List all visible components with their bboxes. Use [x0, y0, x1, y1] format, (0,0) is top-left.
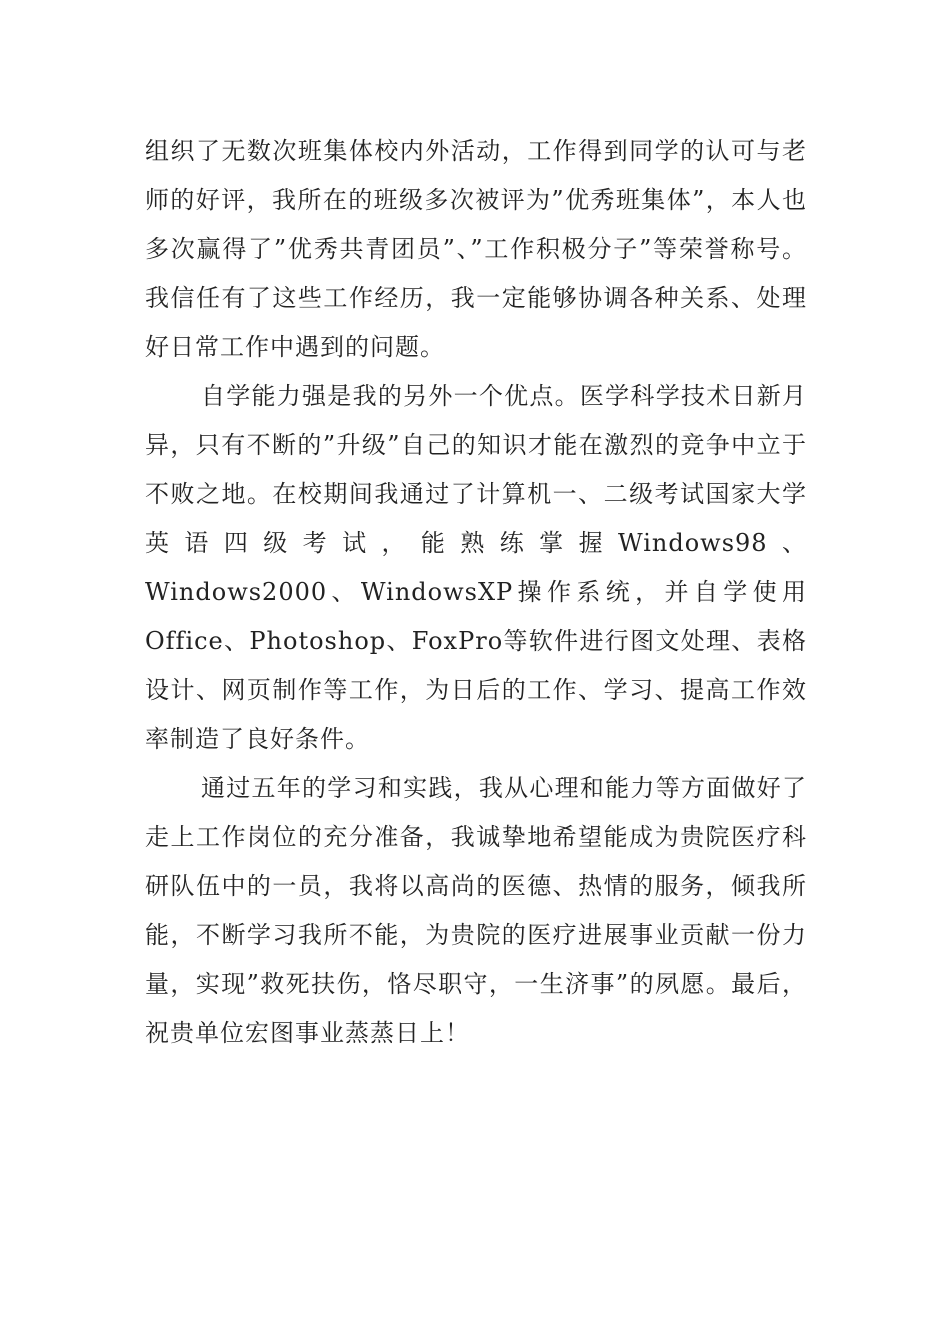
letter-body [145, 127, 807, 1058]
paragraph-activities: 组织了无数次班集体校内外活动，工作得到同学的认可与老师的好评，我所在的班级多次被评为”优秀班集体”，本人也多次赢得了”优秀共青团员”、”工作积极分子”等荣誉称号。我信任有了这些工作经历，我一定能够协调各种关系、处理好日常工作中遇到的问题。 [145, 137, 807, 361]
paragraph-closing: 通过五年的学习和实践，我从心理和能力等方面做好了走上工作岗位的充分准备，我诚挚地希望能成为贵院医疗科研队伍中的一员，我将以高尚的医德、热情的服务，倾我所能，不断学习我所不能，为贵院的医疗进展事业贡献一份力量，实现”救死扶伤，恪尽职守，一生济事”的夙愿。最后，祝贵单位宏图事业蒸蒸日上！ [145, 774, 807, 1047]
paragraph-self-study: 自学能力强是我的另外一个优点。医学科学技术日新月异，只有不断的”升级”自己的知识才能在激烈的竞争中立于不败之地。在校期间我通过了计算机一、二级考试国家大学英语四级考试，能熟练掌握Windows98、Windows2000、WindowsXP操作系统，并自学使用Office、Photoshop、FoxPro等软件进行图文处理、表格设计、网页制作等工作，为日后的工作、学习、提高工作效率制造了良好条件。 [145, 382, 807, 753]
